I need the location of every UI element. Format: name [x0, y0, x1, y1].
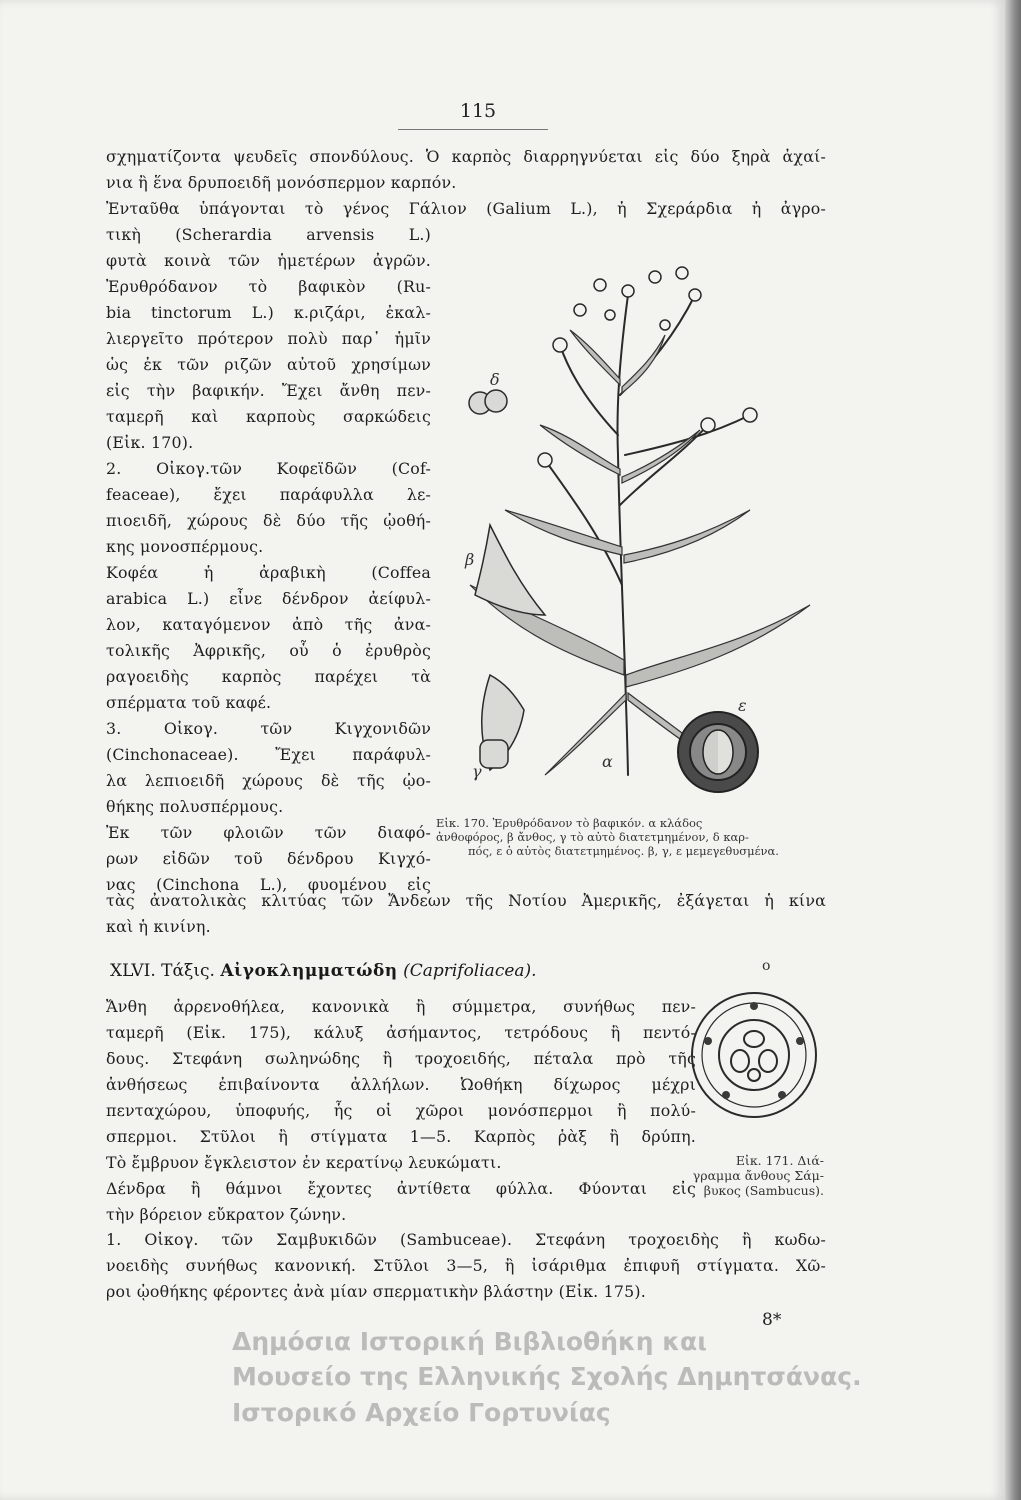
figure-label-alpha: α — [602, 752, 613, 771]
text-line: τὰς ἀνατολικὰς κλιτύας τῶν Ἄνδεων τῆς Νοτίου Ἀμερικῆς, ἐξάγεται ἡ κίνα — [106, 891, 826, 910]
text-line: τὴν βόρειον εὔκρατον ζώνην. — [106, 1205, 347, 1224]
caption-line: βυκος (Sambucus). — [703, 1183, 824, 1198]
figure-label-delta: δ — [490, 370, 500, 389]
figure-label-o: o — [762, 958, 771, 974]
text-line: τολικῆς Ἀφρικῆς, οὗ ὁ ἐρυθρὸς — [106, 641, 431, 660]
text-line: σπέρματα τοῦ καφέ. — [106, 693, 272, 712]
text-line: κης μονοσπέρμους. — [106, 537, 264, 556]
text-line: λα λεπιοειδῆ χώρους δὲ τῆς ᾠο- — [106, 771, 431, 790]
figure-label-gamma: γ — [472, 762, 482, 781]
text-line: πενταχώρου, ὑποφυής, ἧς οἱ χῶροι μονόσπερμοι ἢ πολύ- — [106, 1101, 696, 1120]
text-line: δους. Στεφάνη σωληνώδης ἢ τροχοειδής, πέταλα πρὸ τῆς — [106, 1049, 696, 1068]
page-number: 115 — [459, 100, 497, 122]
figure-171-caption — [692, 1153, 824, 1198]
text-line: 3. Οἰκογ. τῶν Κιγχονιδῶν — [106, 719, 431, 738]
text-line: ραγοειδὴς καρπὸς παρέχει τὰ — [106, 667, 431, 686]
text-line: νια ἢ ἕνα δρυποειδῆ μονόσπερμον καρπόν. — [106, 173, 457, 192]
text-line: Ἐνταῦθα ὑπάγονται τὸ γένος Γάλιον (Galium L.), ἡ Σχεράρδια ἡ ἀγρο- — [106, 199, 826, 218]
text-line: νοειδὴς συνήθως κανονική. Στῦλοι 3—5, ἢ ἰσάριθμα ἐπιφυῆ στίγματα. Χῶ- — [106, 1256, 826, 1275]
text-line: φυτὰ κοινὰ τῶν ἡμετέρων ἀγρῶν. — [106, 251, 431, 270]
text-line: ἀνθήσεως ἐπιβαίνοντα ἀλλήλων. Ὠοθήκη δίχωρος μέχρι — [106, 1075, 696, 1094]
text-line: νας (Cinchona L.), φυομένου εἰς — [106, 875, 431, 894]
caption-line: Εἰκ. 170. Ἐρυθρόδανον τὸ βαφικόν. α κλάδος — [436, 816, 703, 830]
text-line: Δένδρα ἢ θάμνοι ἔχοντες ἀντίθετα φύλλα. Φύονται εἰς — [106, 1179, 696, 1198]
heading-title: Αἰγοκλημματώδη — [220, 961, 398, 981]
figure-label-beta: β — [465, 550, 475, 569]
figure-label-epsilon: ε — [738, 696, 747, 715]
caption-line: γραμμα ἄνθους Σάμ- — [692, 1168, 824, 1183]
text-line: σχηματίζοντα ψευδεῖς σπονδύλους. Ὁ καρπὸς διαρρηγνύεται εἰς δύο ξηρὰ ἀχαί- — [106, 147, 826, 166]
text-line: ταμερῆ καὶ καρποὺς σαρκώδεις — [106, 407, 431, 426]
text-line: ροι ᾠοθήκης φέροντες ἀνὰ μίαν σπερματικὴν βλάστην (Εἰκ. 175). — [106, 1282, 646, 1301]
text-line: εἰς τὴν βαφικήν. Ἔχει ἄνθη πεν- — [106, 381, 431, 400]
watermark-line: Δημόσια Ιστορική Βιβλιοθήκη και — [232, 1327, 707, 1356]
text-line: ρων εἰδῶν τοῦ δένδρου Κιγχό- — [106, 849, 431, 868]
text-line: τικὴ (Scherardia arvensis L.) — [106, 225, 431, 244]
heading-latin: (Caprifoliacea). — [403, 961, 537, 981]
heading-prefix: XLVI. Τάξις. — [110, 961, 215, 981]
text-line: Τὸ ἔμβρυον ἔγκλειστον ἐν κερατίνῳ λευκώματι. — [106, 1153, 502, 1172]
text-line: feaceae), ἔχει παράφυλλα λε- — [106, 485, 431, 504]
section-heading — [110, 961, 537, 981]
plant-illustration — [450, 255, 840, 815]
text-line: bia tinctorum L.) κ.ριζάρι, ἐκαλ- — [106, 303, 431, 322]
text-line: λον, καταγόμενον ἀπὸ τῆς ἀνα- — [106, 615, 431, 634]
text-line: λιεργεῖτο πρότερον πολὺ παρ᾽ ἡμῖν — [106, 329, 431, 348]
text-line: σπερμοι. Στῦλοι ἢ στίγματα 1—5. Καρπὸς ῥὰξ ἢ δρύπη. — [106, 1127, 696, 1146]
floral-diagram — [684, 985, 824, 1125]
text-line: (Cinchonaceae). Ἔχει παράφυλ- — [106, 745, 431, 764]
text-line: καὶ ἡ κινίνη. — [106, 917, 211, 936]
text-line: Ἄνθη ἀρρενοθήλεα, κανονικὰ ἢ σύμμετρα, συνήθως πεν- — [106, 997, 696, 1016]
watermark-line: Μουσείο της Ελληνικής Σχολής Δημητσάνας. — [232, 1362, 862, 1391]
text-line: θήκης πολυσπέρμους. — [106, 797, 284, 816]
caption-line: ἀνθοφόρος, β ἄνθος, γ τὸ αὐτὸ διατετμημένον, δ καρ- — [436, 830, 749, 844]
text-line: (Εἰκ. 170). — [106, 433, 194, 452]
text-line: Ἐκ τῶν φλοιῶν τῶν διαφό- — [106, 823, 431, 842]
text-line: πιοειδῆ, χώρους δὲ δύο τῆς ᾠοθή- — [106, 511, 431, 530]
text-line: Ἐρυθρόδανον τὸ βαφικὸν (Ru- — [106, 277, 431, 296]
text-line: Κοφέα ἡ ἀραβικὴ (Coffea — [106, 563, 431, 582]
page-edge — [1005, 0, 1021, 1500]
text-line: 1. Οἰκογ. τῶν Σαμβυκιδῶν (Sambuceae). Στεφάνη τροχοειδὴς ἢ κωδω- — [106, 1230, 826, 1249]
signature-mark: 8* — [762, 1310, 782, 1330]
text-line: arabica L.) εἶνε δένδρον ἀείφυλ- — [106, 589, 431, 608]
watermark-line: Ιστορικό Αρχείο Γορτυνίας — [232, 1398, 611, 1427]
text-line: ὡς ἐκ τῶν ριζῶν αὐτοῦ χρησίμων — [106, 355, 431, 374]
caption-line: πός, ε ὁ αὐτὸς διατετμημένος. β, γ, ε μεμεγεθυσμένα. — [468, 844, 779, 858]
figure-170-caption — [436, 816, 779, 858]
text-line: ταμερῆ (Εἰκ. 175), κάλυξ ἀσήμαντος, τετρόδους ἢ πεντό- — [106, 1023, 696, 1042]
caption-line: Εἰκ. 171. Διά- — [735, 1153, 824, 1168]
text-line: 2. Οἰκογ.τῶν Κοφεϊδῶν (Cof- — [106, 459, 431, 478]
page-number-rule — [398, 129, 548, 130]
